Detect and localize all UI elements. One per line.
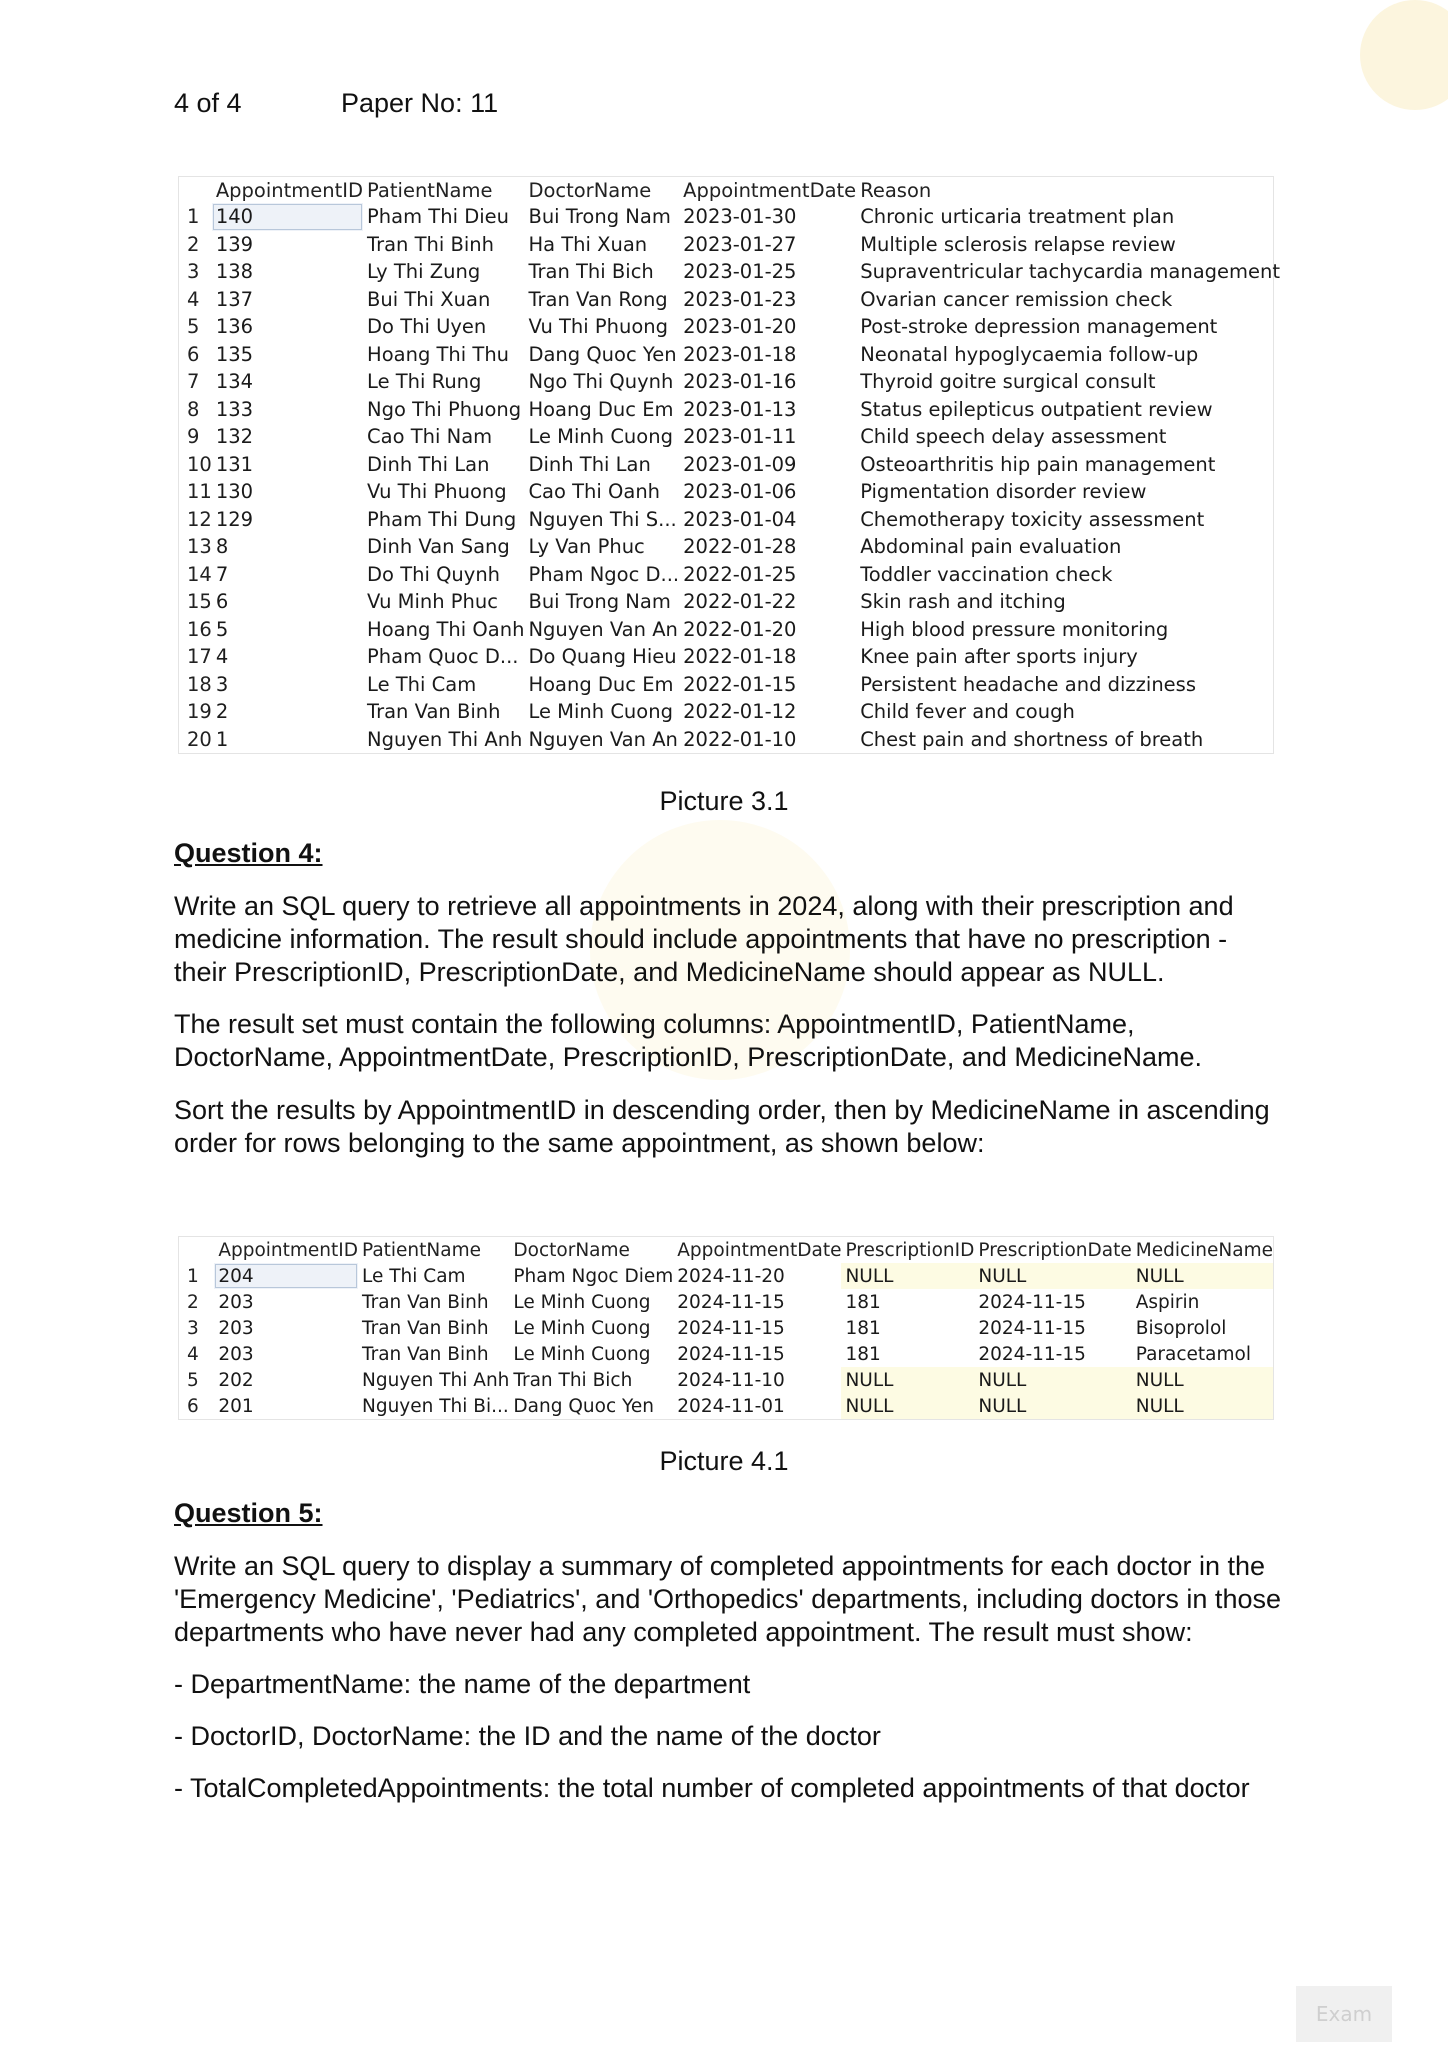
table-cell: 2024-11-15	[978, 1343, 1086, 1365]
question-5-bullet-2: - DoctorID, DoctorName: the ID and the name of the doctor	[174, 1721, 881, 1751]
table-cell: 134	[215, 370, 254, 394]
row-number: 12	[187, 507, 212, 531]
table-row	[179, 1393, 1273, 1419]
table-cell: Child fever and cough	[860, 700, 1075, 724]
table-row	[179, 533, 1280, 561]
table-cell: Status epilepticus outpatient review	[860, 397, 1213, 421]
table-cell: Nguyen Van An	[528, 617, 678, 641]
table-cell: Pham Ngoc Diem	[513, 1265, 674, 1287]
table-cell: Ly Van Phuc	[528, 535, 645, 559]
table-cell: Tran Thi Bich	[513, 1369, 633, 1391]
table-cell: Pham Thi Dung	[367, 507, 517, 531]
table-cell: Child speech delay assessment	[860, 425, 1167, 449]
table-cell: Multiple sclerosis relapse review	[860, 232, 1176, 256]
column-header: DoctorName	[513, 1239, 630, 1261]
table-cell: Tran Van Binh	[362, 1317, 489, 1339]
table-cell: NULL	[841, 1367, 974, 1393]
column-header: AppointmentID	[215, 178, 364, 202]
table-cell: NULL	[974, 1263, 1131, 1289]
table-cell: Nguyen Thi S...	[528, 507, 677, 531]
table-cell: 138	[215, 260, 254, 284]
row-number: 17	[187, 645, 212, 669]
table-cell: 203	[218, 1317, 254, 1339]
table-cell: Le Minh Cuong	[513, 1343, 651, 1365]
table-cell: 139	[215, 232, 254, 256]
table-cell: Ha Thi Xuan	[528, 232, 648, 256]
table-cell: 2023-01-20	[683, 315, 797, 339]
table-cell: 2023-01-18	[683, 342, 797, 366]
table-cell: 3	[215, 672, 229, 696]
row-number: 5	[187, 315, 200, 339]
row-number: 2	[187, 232, 200, 256]
table-cell: Pham Quoc D...	[367, 645, 519, 669]
table-cell: Pham Ngoc D...	[528, 562, 680, 586]
column-header: AppointmentDate	[677, 1239, 842, 1261]
table-cell: Dinh Thi Lan	[528, 452, 651, 476]
table-row	[179, 1341, 1273, 1367]
table-cell: Persistent headache and dizziness	[860, 672, 1197, 696]
table-cell: 131	[215, 452, 254, 476]
question-4-title: Question 4:	[174, 838, 323, 868]
table-cell: Supraventricular tachycardia management	[860, 260, 1281, 284]
table-cell: Aspirin	[1135, 1291, 1200, 1313]
table-cell: Le Minh Cuong	[513, 1317, 651, 1339]
question-5-bullet-1: - DepartmentName: the name of the department	[174, 1669, 751, 1699]
table-cell: 181	[845, 1343, 881, 1365]
column-header: MedicineName	[1135, 1239, 1273, 1261]
column-header: Reason	[860, 178, 932, 202]
column-header: PatientName	[367, 178, 493, 202]
question-4-paragraph-2: The result set must contain the following columns: AppointmentID, PatientName, DoctorName, AppointmentDate, PrescriptionID, PrescriptionDate, and MedicineName.	[174, 1009, 1202, 1072]
row-number: 13	[187, 535, 212, 559]
table-cell: 7	[215, 562, 229, 586]
table-cell: Tran Van Binh	[362, 1291, 489, 1313]
table-cell: Hoang Duc Em	[528, 672, 674, 696]
table-cell: 2022-01-18	[683, 645, 797, 669]
table-row	[179, 588, 1280, 616]
column-header: AppointmentDate	[683, 178, 857, 202]
row-number: 9	[187, 425, 200, 449]
table-cell: Bui Trong Nam	[528, 590, 671, 614]
table-cell: Toddler vaccination check	[860, 562, 1113, 586]
paper-number: Paper No: 11	[341, 88, 499, 118]
table-cell: Post-stroke depression management	[860, 315, 1218, 339]
table-cell: Nguyen Thi Anh	[362, 1369, 510, 1391]
table-cell: 137	[215, 287, 254, 311]
table-cell: Hoang Duc Em	[528, 397, 674, 421]
table-cell: Pigmentation disorder review	[860, 480, 1147, 504]
table-row	[179, 423, 1280, 451]
row-number: 7	[187, 370, 200, 394]
question-5-title: Question 5:	[174, 1498, 323, 1528]
table-cell: NULL	[974, 1393, 1131, 1419]
table-cell: 2023-01-11	[683, 425, 797, 449]
table-cell: 2024-11-15	[978, 1291, 1086, 1313]
table-cell: 2023-01-09	[683, 452, 797, 476]
table-cell: 2024-11-15	[677, 1343, 785, 1365]
table-cell: Nguyen Thi Bi...	[362, 1395, 509, 1417]
table-cell: Chronic urticaria treatment plan	[860, 205, 1175, 229]
table-cell: 2022-01-12	[683, 700, 797, 724]
table-row	[179, 368, 1280, 396]
table-cell: 132	[215, 425, 254, 449]
table-row	[179, 396, 1280, 424]
table-cell: Le Minh Cuong	[528, 425, 673, 449]
table-cell: NULL	[841, 1393, 974, 1419]
column-header: PrescriptionID	[845, 1239, 975, 1261]
table-row	[179, 231, 1280, 259]
table-cell: 2024-11-01	[677, 1395, 785, 1417]
table-cell: Bisoprolol	[1135, 1317, 1227, 1339]
table-cell: 2023-01-23	[683, 287, 797, 311]
table-cell: 203	[218, 1343, 254, 1365]
table-cell: 2023-01-06	[683, 480, 797, 504]
table-cell: Dinh Van Sang	[367, 535, 510, 559]
column-header: PatientName	[362, 1239, 481, 1261]
table-row	[179, 286, 1280, 314]
watermark-logo-top	[1360, 0, 1448, 110]
table-row	[179, 671, 1280, 699]
table-cell: 2023-01-30	[683, 205, 797, 229]
table-cell: Tran Van Binh	[362, 1343, 489, 1365]
table-cell: 204	[214, 1263, 358, 1289]
row-number: 15	[187, 590, 212, 614]
column-header: PrescriptionDate	[978, 1239, 1132, 1261]
table-cell: Skin rash and itching	[860, 590, 1066, 614]
table-cell: 2023-01-27	[683, 232, 797, 256]
question-4-paragraph-3: Sort the results by AppointmentID in descending order, then by MedicineName in ascending order for rows belonging to the same appointment, as shown below:	[174, 1095, 1270, 1158]
table-cell: 2	[215, 700, 229, 724]
table-cell: Tran Thi Bich	[528, 260, 654, 284]
table-row	[179, 1315, 1273, 1341]
table-cell: Tran Thi Binh	[367, 232, 495, 256]
table-cell: 2024-11-15	[978, 1317, 1086, 1339]
table-cell: 2024-11-20	[677, 1265, 785, 1287]
row-number: 19	[187, 700, 212, 724]
table-cell: Hoang Thi Oanh	[367, 617, 525, 641]
results-grid-picture-3-1	[178, 176, 1281, 754]
table-cell: 2022-01-20	[683, 617, 797, 641]
exam-logo: Exam	[1296, 1986, 1392, 2042]
table-cell: Knee pain after sports injury	[860, 645, 1138, 669]
table-cell: Hoang Thi Thu	[367, 342, 510, 366]
row-number: 1	[187, 1265, 199, 1287]
table-cell: Osteoarthritis hip pain management	[860, 452, 1216, 476]
results-grid-picture-4-1	[178, 1236, 1274, 1420]
table-cell: 4	[215, 645, 229, 669]
row-number: 14	[187, 562, 212, 586]
table-cell: Chest pain and shortness of breath	[860, 727, 1204, 751]
column-header: DoctorName	[528, 178, 652, 202]
table-cell: 2024-11-10	[677, 1369, 785, 1391]
row-number: 1	[187, 205, 200, 229]
row-number: 20	[187, 727, 212, 751]
table-cell: Do Thi Quynh	[367, 562, 501, 586]
page-number: 4 of 4	[174, 88, 242, 118]
table-cell: Cao Thi Nam	[367, 425, 493, 449]
table-cell: 5	[215, 617, 229, 641]
row-number: 5	[187, 1369, 199, 1391]
table-cell: Chemotherapy toxicity assessment	[860, 507, 1205, 531]
row-number: 10	[187, 452, 212, 476]
row-number: 11	[187, 480, 212, 504]
table-row	[179, 451, 1280, 479]
row-number: 16	[187, 617, 212, 641]
table-cell: 130	[215, 480, 254, 504]
row-number: 4	[187, 287, 200, 311]
table-cell: 203	[218, 1291, 254, 1313]
table-cell: Vu Thi Phuong	[528, 315, 669, 339]
table-cell: Dinh Thi Lan	[367, 452, 490, 476]
table-cell: Neonatal hypoglycaemia follow-up	[860, 342, 1199, 366]
table-cell: 2022-01-25	[683, 562, 797, 586]
table-cell: High blood pressure monitoring	[860, 617, 1169, 641]
table-cell: 2022-01-22	[683, 590, 797, 614]
table-cell: Abdominal pain evaluation	[860, 535, 1122, 559]
table-cell: Nguyen Thi Anh	[367, 727, 523, 751]
table-cell: 181	[845, 1317, 881, 1339]
table-cell: NULL	[841, 1263, 974, 1289]
table-cell: 1	[215, 727, 229, 751]
table-cell: Ovarian cancer remission check	[860, 287, 1173, 311]
table-cell: 135	[215, 342, 254, 366]
table-cell: Le Thi Cam	[362, 1265, 466, 1287]
table-row	[179, 1367, 1273, 1393]
row-number: 3	[187, 260, 200, 284]
table-cell: Dang Quoc Yen	[513, 1395, 654, 1417]
table-cell: 2023-01-16	[683, 370, 797, 394]
row-number: 2	[187, 1291, 199, 1313]
grid-header-row	[179, 177, 1280, 203]
table-cell: NULL	[974, 1367, 1131, 1393]
table-cell: Do Quang Hieu	[528, 645, 677, 669]
table-cell: Vu Minh Phuc	[367, 590, 498, 614]
table-cell: Thyroid goitre surgical consult	[860, 370, 1156, 394]
table-row	[179, 313, 1280, 341]
row-number: 3	[187, 1317, 199, 1339]
row-number-header	[179, 177, 212, 203]
table-cell: Le Minh Cuong	[528, 700, 673, 724]
table-cell: Pham Thi Dieu	[367, 205, 509, 229]
caption-picture-4-1: Picture 4.1	[659, 1446, 789, 1476]
question-5-bullet-3: - TotalCompletedAppointments: the total number of completed appointments of that doctor	[174, 1773, 1250, 1803]
table-cell: 181	[845, 1291, 881, 1313]
table-row	[179, 506, 1280, 534]
table-cell: 2023-01-25	[683, 260, 797, 284]
table-row	[179, 341, 1280, 369]
table-cell: 136	[215, 315, 254, 339]
table-cell: Bui Trong Nam	[528, 205, 671, 229]
table-cell: Vu Thi Phuong	[367, 480, 507, 504]
question-4-paragraph-1: Write an SQL query to retrieve all appointments in 2024, along with their prescription and medicine information. The result should include appointments that have no prescription - their PrescriptionID, PrescriptionDate, and MedicineName should appear as NULL.	[174, 891, 1234, 987]
page-header	[174, 88, 499, 119]
table-row	[179, 478, 1280, 506]
grid-header-row	[179, 1237, 1273, 1263]
table-cell: Ngo Thi Phuong	[367, 397, 522, 421]
table-cell: Tran Van Binh	[367, 700, 501, 724]
table-cell: Cao Thi Oanh	[528, 480, 661, 504]
row-number: 4	[187, 1343, 199, 1365]
table-cell: 2024-11-15	[677, 1291, 785, 1313]
table-cell: Le Thi Rung	[367, 370, 482, 394]
table-row	[179, 616, 1280, 644]
row-number: 6	[187, 1395, 199, 1417]
table-cell: Bui Thi Xuan	[367, 287, 491, 311]
table-cell: 201	[218, 1395, 254, 1417]
row-number: 18	[187, 672, 212, 696]
table-row	[179, 561, 1280, 589]
table-cell: Nguyen Van An	[528, 727, 678, 751]
table-cell: 2022-01-15	[683, 672, 797, 696]
table-cell: 2022-01-10	[683, 727, 797, 751]
table-cell: 2023-01-04	[683, 507, 797, 531]
table-row	[179, 643, 1280, 671]
table-cell: Le Thi Cam	[367, 672, 477, 696]
table-cell: 140	[212, 203, 363, 231]
table-row	[179, 698, 1280, 726]
table-cell: 2022-01-28	[683, 535, 797, 559]
table-cell: Le Minh Cuong	[513, 1291, 651, 1313]
table-row	[179, 1289, 1273, 1315]
table-cell: Dang Quoc Yen	[528, 342, 677, 366]
table-cell: Do Thi Uyen	[367, 315, 487, 339]
table-row	[179, 203, 1280, 231]
table-cell: 2024-11-15	[677, 1317, 785, 1339]
table-cell: 129	[215, 507, 254, 531]
table-cell: Tran Van Rong	[528, 287, 668, 311]
table-cell: 6	[215, 590, 229, 614]
column-header: AppointmentID	[218, 1239, 358, 1261]
table-cell: 8	[215, 535, 229, 559]
table-cell: Paracetamol	[1135, 1343, 1251, 1365]
row-number: 8	[187, 397, 200, 421]
table-cell: 2023-01-13	[683, 397, 797, 421]
table-row	[179, 726, 1280, 754]
row-number: 6	[187, 342, 200, 366]
table-cell: Ngo Thi Quynh	[528, 370, 674, 394]
question-5-paragraph-1: Write an SQL query to display a summary of completed appointments for each doctor in the 'Emergency Medicine', 'Pediatrics', and 'Orthopedics' departments, including doctors in those departments who have never had any completed appointment. The result must show:	[174, 1551, 1281, 1647]
table-cell: NULL	[1132, 1367, 1273, 1393]
row-number-header	[179, 1237, 214, 1263]
table-cell: 202	[218, 1369, 254, 1391]
caption-picture-3-1: Picture 3.1	[659, 786, 789, 816]
table-cell: Ly Thi Zung	[367, 260, 481, 284]
table-cell: NULL	[1132, 1263, 1273, 1289]
table-row	[179, 258, 1280, 286]
table-cell: NULL	[1132, 1393, 1273, 1419]
table-cell: 133	[215, 397, 254, 421]
table-row	[179, 1263, 1273, 1289]
